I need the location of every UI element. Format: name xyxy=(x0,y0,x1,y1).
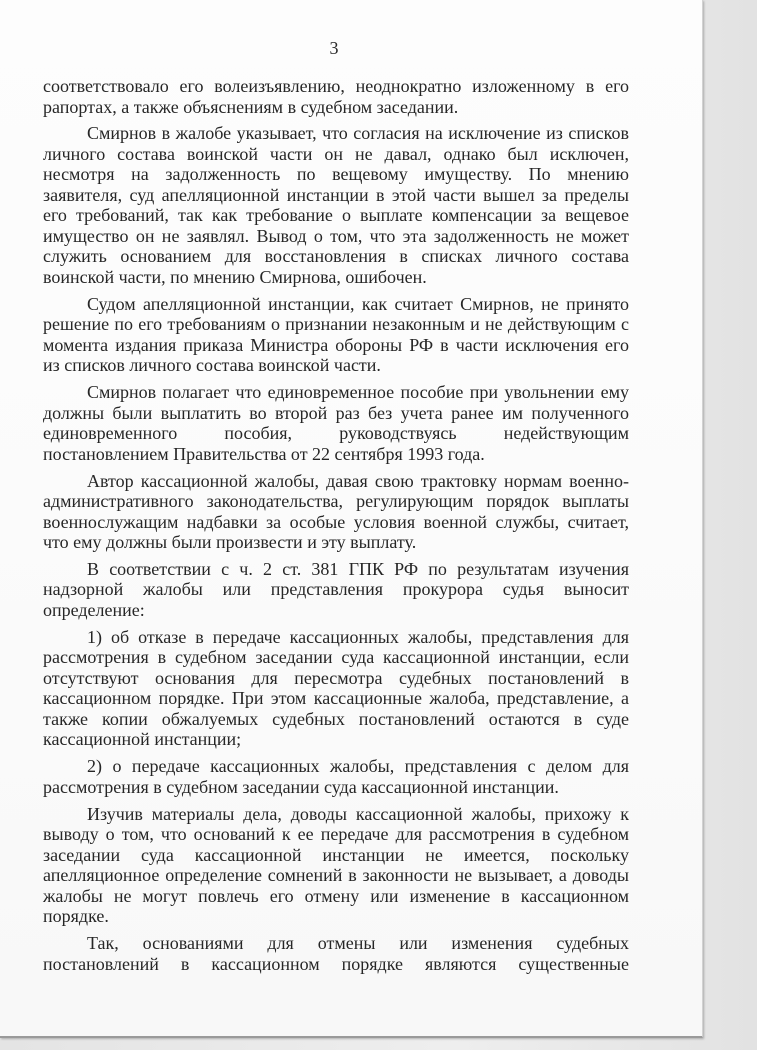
text-line: соответствовало его волеизъявлению, неоднократно изложенному в его xyxy=(43,76,629,96)
text-line: кассационной инстанции; xyxy=(43,729,242,750)
paragraph xyxy=(43,76,629,117)
paragraph xyxy=(43,804,629,927)
page-number: 3 xyxy=(329,38,339,58)
text-line: Автор кассационной жалобы, давая свою трактовку нормам военно- xyxy=(87,470,629,491)
text-line: воинской части, по мнению Смирнова, ошибочен. xyxy=(43,266,427,287)
text-line: заявителя, суд апелляционной инстанции в этой части вышел за пределы xyxy=(43,184,629,205)
paragraph xyxy=(43,933,629,974)
text-line: рапортах, а также объяснениям в судебном заседании. xyxy=(43,96,459,117)
text-line: административного законодательства, регулирующим порядок выплаты xyxy=(43,491,629,512)
text-line: надзорной жалобы или представления прокурора судья выносит xyxy=(43,579,629,600)
text-line: решение по его требованиям о признании незаконным и не действующим с xyxy=(43,314,629,335)
text-line: Смирнов в жалобе указывает, что согласия на исключение из списков xyxy=(87,123,629,144)
text-line: Смирнов полагает что единовременное пособие при увольнении ему xyxy=(87,382,629,403)
paragraph xyxy=(43,471,629,553)
text-line: должны были выплатить во второй раз без учета ранее им полученного xyxy=(43,402,629,423)
text-line: Изучив материалы дела, доводы кассационной жалобы, прихожу к xyxy=(87,803,629,824)
text-line: определение: xyxy=(43,599,145,620)
paragraph xyxy=(43,123,629,287)
text-line: что ему должны были произвести и эту выплату. xyxy=(43,532,417,553)
text-line: постановлений в кассационном порядке являются существенные xyxy=(43,953,629,974)
paragraph xyxy=(43,627,629,750)
text-line: имущество он не заявлял. Вывод о том, что эта задолженность не может xyxy=(43,225,629,246)
text-line: военнослужащим надбавки за особые условия военной службы, считает, xyxy=(43,511,629,532)
text-line: также копии обжалуемых судебных постановлений остаются в суде xyxy=(43,708,629,729)
text-line: порядке. xyxy=(43,906,109,927)
paragraph xyxy=(43,559,629,621)
text-line: его требований, так как требование о выплате компенсации за вещевое xyxy=(43,205,629,226)
text-line: из списков личного состава воинской части. xyxy=(43,355,381,376)
text-line: единовременного пособия, руководствуясь недействующим xyxy=(43,423,629,444)
paragraph xyxy=(43,294,629,376)
document-body xyxy=(43,76,629,980)
text-line: рассмотрения в судебном заседании суда кассационной инстанции. xyxy=(43,776,559,797)
text-line: В соответствии с ч. 2 ст. 381 ГПК РФ по результатам изучения xyxy=(87,558,629,579)
paragraph xyxy=(43,382,629,464)
text-line: момента издания приказа Министра обороны РФ в части исключения его xyxy=(43,334,629,355)
text-line: апелляционное определение сомнений в законности не вызывает, а доводы xyxy=(43,865,629,886)
text-line: 2) о передаче кассационных жалобы, представления с делом для xyxy=(87,756,629,777)
text-line: несмотря на задолженность по вещевому имуществу. По мнению xyxy=(43,164,629,185)
text-line: постановлением Правительства от 22 сентября 1993 года. xyxy=(43,443,485,464)
text-line: заседании суда кассационной инстанции не имеется, поскольку xyxy=(43,844,629,865)
text-line: рассмотрения в судебном заседании суда кассационной инстанции, если xyxy=(43,647,629,668)
text-line: отсутствуют основания для пересмотра судебных постановлений в xyxy=(43,667,629,688)
text-line: Так, основаниями для отмены или изменения судебных xyxy=(87,933,629,954)
text-line: личного состава воинской части он не давал, однако был исключен, xyxy=(43,143,629,164)
text-line: Судом апелляционной инстанции, как считает Смирнов, не принято xyxy=(87,293,629,314)
paragraph xyxy=(43,756,629,797)
text-line: жалобы не могут повлечь его отмену или изменение в кассационном xyxy=(43,885,629,906)
text-line: кассационном порядке. При этом кассационные жалоба, представление, а xyxy=(43,688,629,709)
text-line: выводу о том, что оснований к ее передаче для рассмотрения в судебном xyxy=(43,824,629,845)
text-line: служить основанием для восстановления в списках личного состава xyxy=(43,246,629,267)
text-line: 1) об отказе в передаче кассационных жалобы, представления для xyxy=(87,626,629,647)
